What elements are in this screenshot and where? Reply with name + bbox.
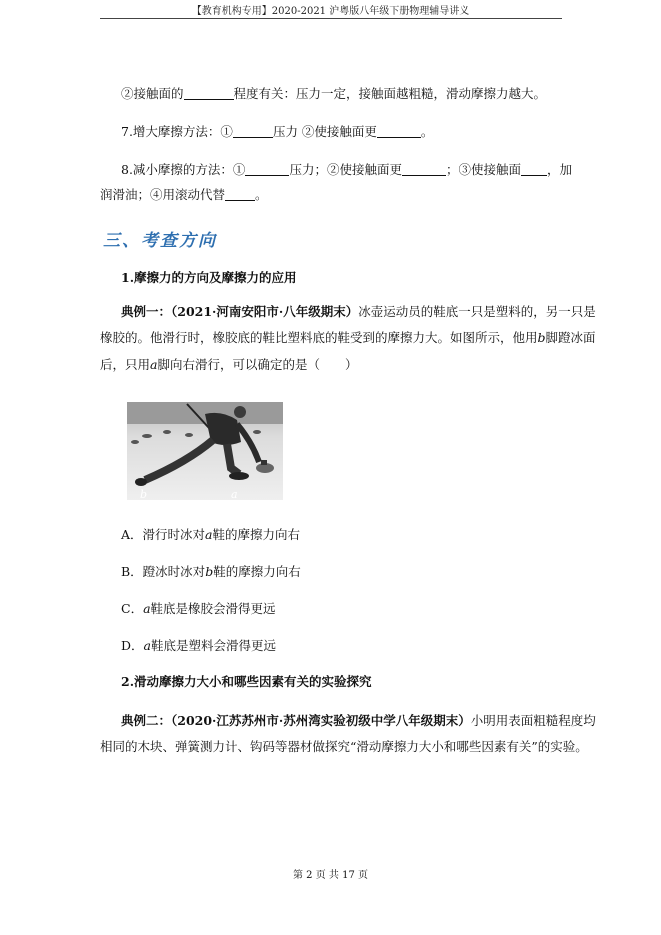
line-contact-surface bbox=[121, 82, 591, 106]
text: 压力；②使接触面更 bbox=[289, 162, 402, 177]
arena-wall bbox=[127, 402, 283, 424]
option-prefix: D． bbox=[121, 638, 144, 653]
text: 脚向右滑行，可以确定的是（ ） bbox=[157, 357, 358, 372]
blank bbox=[233, 123, 273, 138]
option-prefix: B．蹬冰时冰对 bbox=[121, 564, 206, 579]
option-suffix: 鞋的摩擦力向右 bbox=[213, 564, 301, 579]
option-suffix: 鞋底是橡胶会滑得更远 bbox=[150, 601, 276, 616]
line-reduce-friction bbox=[121, 158, 591, 182]
text: 橡胶的。他滑行时，橡胶底的鞋比塑料底的鞋受到的摩擦力大。如图所示，他用 bbox=[100, 330, 538, 345]
option-var: a bbox=[143, 601, 151, 616]
option-d bbox=[121, 634, 591, 658]
var-b: b bbox=[537, 330, 546, 345]
label-b: b bbox=[140, 488, 148, 500]
example-2-line-2: 相同的木块、弹簧测力计、钩码等器材做探究“滑动摩擦力大小和哪些因素有关”的实验。 bbox=[100, 739, 588, 754]
text: 。 bbox=[255, 187, 268, 202]
text: 脚蹬冰面 bbox=[545, 330, 596, 345]
line-increase-friction bbox=[121, 120, 591, 144]
blank bbox=[521, 161, 547, 176]
option-var: a bbox=[205, 527, 213, 542]
option-suffix: 鞋底是塑料会滑得更远 bbox=[150, 638, 276, 653]
example-1-line-2 bbox=[100, 326, 596, 350]
option-var: a bbox=[143, 638, 151, 653]
blank bbox=[184, 85, 234, 100]
option-var: b bbox=[205, 564, 214, 579]
page-footer: 第 2 页 共 17 页 bbox=[293, 870, 368, 881]
section-title: 三、考查方向 bbox=[103, 231, 217, 251]
text: 7.增大摩擦方法：① bbox=[121, 124, 233, 139]
option-prefix: A．滑行时冰对 bbox=[121, 527, 206, 542]
text: 程度有关：压力一定，接触面越粗糙，滑动摩擦力越大。 bbox=[233, 86, 547, 101]
header-rule bbox=[100, 18, 562, 19]
label-a: a bbox=[231, 488, 238, 500]
line-lubricant bbox=[100, 183, 570, 207]
topic-1-heading: 1.摩擦力的方向及摩擦力的应用 bbox=[121, 270, 297, 285]
text: 润滑油；④用滚动代替 bbox=[100, 187, 226, 202]
blank bbox=[402, 161, 446, 176]
curling-photo bbox=[127, 402, 283, 500]
blank bbox=[245, 161, 289, 176]
var-a: a bbox=[150, 357, 158, 372]
text: ②接触面的 bbox=[121, 86, 184, 101]
example-1-line-1 bbox=[121, 300, 596, 324]
option-c bbox=[121, 597, 591, 621]
page-header: 【教育机构专用】2020-2021 沪粤版八年级下册物理辅导讲义 bbox=[191, 6, 470, 17]
text: 8.减小摩擦的方法：① bbox=[121, 162, 246, 177]
option-a bbox=[121, 523, 591, 547]
example-2-line-1 bbox=[121, 709, 596, 733]
option-prefix: C． bbox=[121, 601, 144, 616]
option-suffix: 鞋的摩擦力向右 bbox=[212, 527, 300, 542]
text: 。 bbox=[420, 124, 434, 139]
text: ，加 bbox=[546, 162, 572, 177]
example-1-line-3 bbox=[100, 353, 570, 377]
text: 冰壶运动员的鞋底一只是塑料的，另一只是 bbox=[358, 304, 596, 319]
text: ；③使接触面 bbox=[445, 162, 521, 177]
topic-2-heading: 2.滑动摩擦力大小和哪些因素有关的实验探究 bbox=[121, 674, 372, 689]
example-1-label: 典例一：（2021·河南安阳市·八年级期末） bbox=[121, 304, 359, 319]
option-b bbox=[121, 560, 591, 584]
text: 后，只用 bbox=[100, 357, 151, 372]
text: 小明用表面粗糙程度均 bbox=[470, 713, 596, 728]
example-2-label: 典例二：（2020·江苏苏州市·苏州湾实验初级中学八年级期末） bbox=[121, 713, 471, 728]
blank bbox=[225, 186, 255, 201]
blank bbox=[377, 123, 421, 138]
text: 压力 ②使接触面更 bbox=[272, 124, 377, 139]
